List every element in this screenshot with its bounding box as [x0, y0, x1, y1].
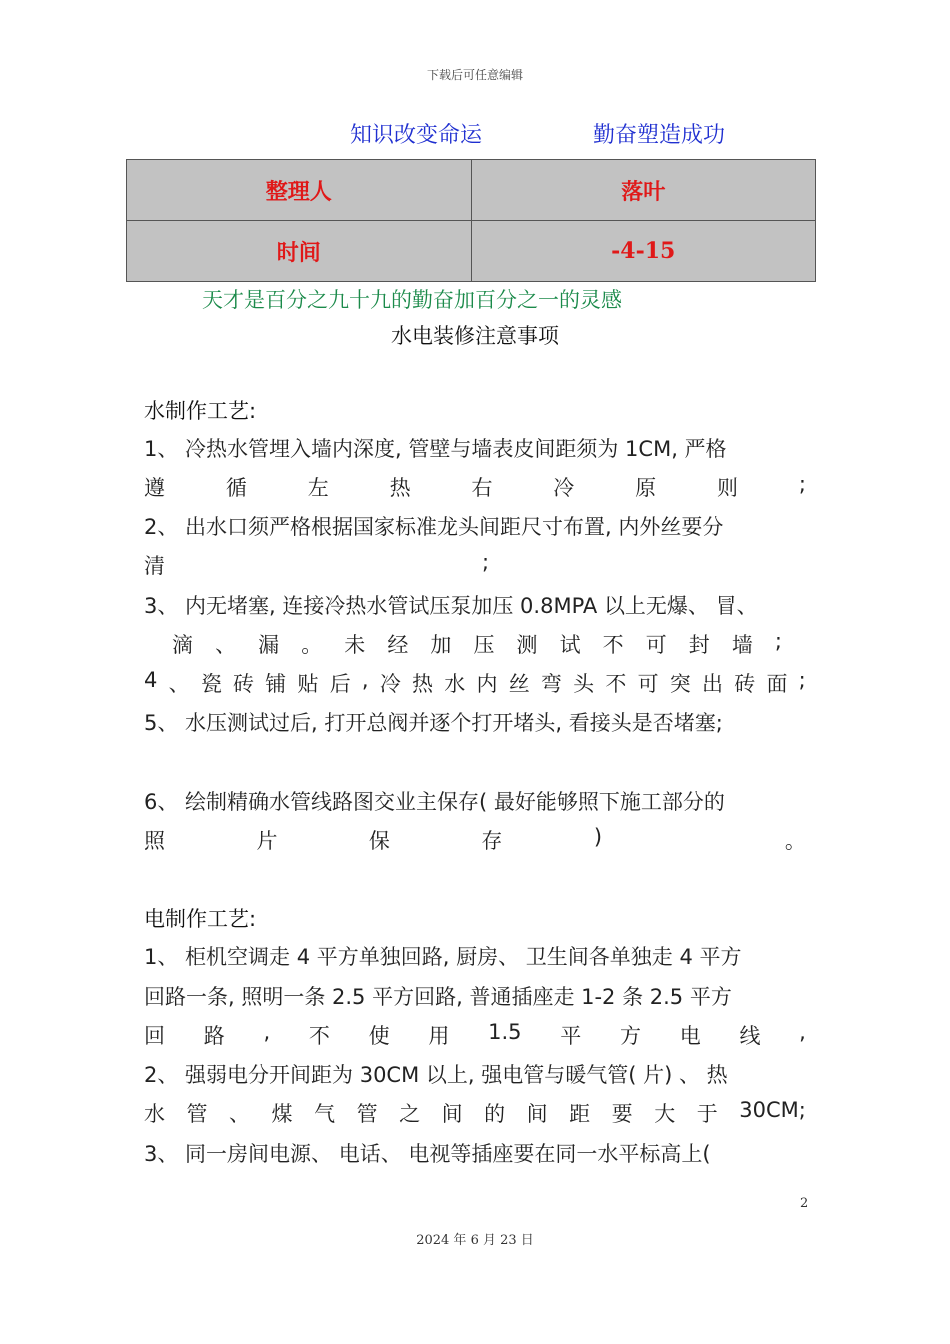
water-line-4 — [144, 550, 806, 580]
text-token: 冷 — [553, 476, 575, 500]
water-line-5: 3、 内无堵塞, 连接冷热水管试压泵加压 0.8MPA 以上无爆、 冒、 — [144, 594, 758, 618]
text-token: ) — [593, 825, 603, 849]
water-line-1: 1、 冷热水管埋入墙内深度, 管壁与墙表皮间距须为 1CM, 严格 — [144, 437, 727, 461]
text-token: 线 — [739, 1024, 761, 1048]
text-token: 存 — [481, 829, 503, 853]
text-token: , — [361, 668, 369, 692]
text-token: ; — [798, 668, 806, 692]
text-token: 则 — [717, 476, 739, 500]
text-token: 加 — [430, 633, 452, 657]
text-token: 之 — [399, 1102, 421, 1126]
text-token: 热 — [412, 672, 434, 696]
text-token: 方 — [619, 1024, 641, 1048]
text-token: 于 — [696, 1102, 718, 1126]
text-token: 平 — [560, 1024, 582, 1048]
text-token: 、 — [215, 633, 237, 657]
water-line-6 — [172, 629, 782, 659]
text-token: 贴 — [297, 672, 319, 696]
text-token: 大 — [654, 1102, 676, 1126]
text-token: 可 — [637, 672, 659, 696]
text-token: ; — [798, 472, 806, 496]
text-token: 。 — [301, 633, 323, 657]
text-token: , — [799, 1020, 806, 1044]
text-token: 右 — [471, 476, 493, 500]
text-token: 30CM; — [739, 1098, 806, 1122]
text-token: 经 — [387, 633, 409, 657]
text-token: 砖 — [734, 672, 756, 696]
text-token: 封 — [688, 633, 710, 657]
text-token: , — [263, 1020, 271, 1044]
electric-line-2: 回路一条, 照明一条 2.5 平方回路, 普通插座走 1-2 条 2.5 平方 — [144, 985, 732, 1009]
text-token: 冷 — [379, 672, 401, 696]
text-token: 水 — [144, 1102, 165, 1126]
electric-line-6: 3、 同一房间电源、 电话、 电视等插座要在同一水平标高上( — [144, 1142, 711, 1166]
text-token: 保 — [368, 829, 390, 853]
page-number: 2 — [800, 1196, 809, 1211]
text-token: 不 — [308, 1024, 330, 1048]
water-line-8: 5、 水压测试过后, 打开总阀并逐个打开堵头, 看接头是否堵塞; — [144, 711, 723, 735]
electric-section-title: 电制作工艺: — [144, 907, 257, 931]
motto-right: 勤奋塑造成功 — [593, 123, 726, 148]
text-token: 突 — [669, 672, 691, 696]
text-token: 要 — [611, 1102, 633, 1126]
header-note: 下载后可任意编辑 — [426, 68, 523, 82]
text-token: 左 — [307, 476, 329, 500]
text-token: 测 — [516, 633, 538, 657]
water-line-9: 6、 绘制精确水管线路图交业主保存( 最好能够照下施工部分的 — [144, 790, 725, 814]
text-token: 、 — [229, 1102, 251, 1126]
text-token: 气 — [314, 1102, 336, 1126]
text-token: ; — [774, 629, 782, 653]
page-title: 水电装修注意事项 — [391, 324, 559, 348]
text-token: 循 — [225, 476, 247, 500]
text-token: 丝 — [508, 672, 530, 696]
text-token: 不 — [602, 633, 624, 657]
table-row — [127, 221, 816, 282]
text-token: 管 — [356, 1102, 378, 1126]
text-token: 瓷 — [200, 672, 222, 696]
text-token: 路 — [203, 1024, 225, 1048]
electric-line-3 — [144, 1020, 806, 1050]
time-label: 时间 — [127, 221, 472, 282]
text-token: 煤 — [271, 1102, 293, 1126]
text-token: 间 — [441, 1102, 463, 1126]
water-section-title: 水制作工艺: — [144, 399, 257, 423]
text-token: 的 — [484, 1102, 506, 1126]
text-token: 回 — [144, 1024, 165, 1048]
text-token: 片 — [256, 829, 278, 853]
text-token: 热 — [389, 476, 411, 500]
text-token: 。 — [784, 829, 806, 853]
text-token: 4 — [144, 668, 158, 692]
organizer-value: 落叶 — [471, 160, 816, 221]
footer-date: 2024 年 6 月 23 日 — [416, 1233, 534, 1248]
text-token: 出 — [702, 672, 723, 696]
electric-line-5 — [144, 1098, 806, 1128]
water-line-10 — [144, 825, 806, 855]
text-token: 1.5 — [488, 1020, 522, 1044]
text-token: 压 — [473, 633, 495, 657]
text-token: 面 — [766, 672, 788, 696]
text-token: 使 — [368, 1024, 390, 1048]
water-line-2 — [144, 472, 806, 502]
text-token: 清 — [144, 554, 165, 578]
text-token: 未 — [344, 633, 366, 657]
electric-line-4: 2、 强弱电分开间距为 30CM 以上, 强电管与暖气管( 片) 、 热 — [144, 1063, 728, 1087]
text-token: 不 — [605, 672, 627, 696]
text-token: 间 — [526, 1102, 548, 1126]
text-token: 内 — [476, 672, 498, 696]
text-token: 头 — [573, 672, 595, 696]
text-token: 墙 — [731, 633, 753, 657]
table-row — [127, 160, 816, 221]
text-token: 管 — [186, 1102, 208, 1126]
text-token: 原 — [635, 476, 657, 500]
quote: 天才是百分之九十九的勤奋加百分之一的灵感 — [202, 288, 622, 312]
text-token: 水 — [444, 672, 466, 696]
text-token: 、 — [168, 672, 190, 696]
electric-line-1: 1、 柜机空调走 4 平方单独回路, 厨房、 卫生间各单独走 4 平方 — [144, 945, 742, 969]
text-token: 可 — [645, 633, 667, 657]
text-token: ; — [481, 550, 490, 574]
text-token: 遵 — [144, 476, 165, 500]
text-token: 后 — [329, 672, 351, 696]
motto-left: 知识改变命运 — [350, 123, 483, 148]
info-table — [126, 159, 816, 282]
text-token: 铺 — [265, 672, 287, 696]
water-line-7 — [144, 668, 806, 698]
water-line-3: 2、 出水口须严格根据国家标准龙头间距尺寸布置, 内外丝要分 — [144, 515, 724, 539]
text-token: 砖 — [233, 672, 255, 696]
text-token: 电 — [679, 1024, 701, 1048]
text-token: 滴 — [172, 633, 193, 657]
text-token: 照 — [144, 829, 165, 853]
time-value: -4-15 — [471, 221, 816, 282]
text-token: 漏 — [258, 633, 280, 657]
organizer-label: 整理人 — [127, 160, 472, 221]
text-token: 弯 — [540, 672, 562, 696]
text-token: 用 — [428, 1024, 450, 1048]
text-token: 试 — [559, 633, 581, 657]
text-token: 距 — [569, 1102, 591, 1126]
